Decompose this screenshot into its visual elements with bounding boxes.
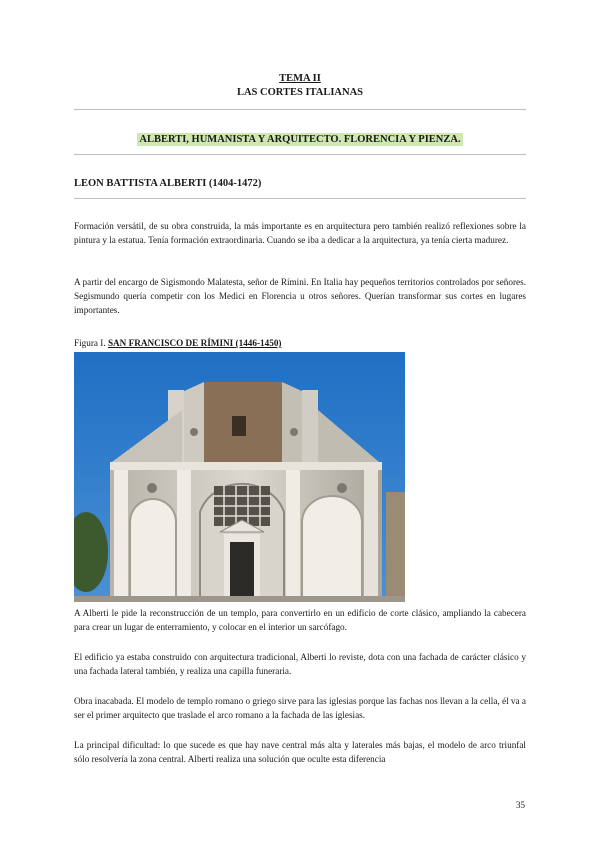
paragraph-obra-inacabada: Obra inacabada. El modelo de templo romano o griego sirve para las iglesias porque las fachas nos llevan a la cella, él va a ser el primer arquitecto que traslade el arco romano a la fachada de las iglesias. [74, 696, 526, 720]
author-heading: LEON BATTISTA ALBERTI (1404-1472) [74, 178, 262, 189]
paragraph-dificultad: La principal dificultad: lo que sucede es que hay nave central más alta y laterales más bajas, el modelo de arco triunfal sólo resolvería la zona central. Alberti realiza una solución que oculte esta diferencia [74, 740, 526, 764]
section-title: ALBERTI, HUMANISTA Y ARQUITECTO. FLORENCIA Y PIENZA. [139, 134, 461, 145]
figure-caption [74, 338, 281, 348]
section-title-row [74, 129, 526, 147]
chapter-subtitle: LAS CORTES ITALIANAS [236, 87, 364, 98]
figure-label: Figura I. [74, 338, 106, 348]
figure-title: SAN FRANCISCO DE RÍMINI (1446-1450) [107, 338, 282, 348]
divider [74, 198, 526, 199]
tema-title: TEMA II [279, 73, 321, 84]
divider [74, 109, 526, 110]
paragraph-edificio: El edificio ya estaba construido con arquitectura tradicional, Alberti lo reviste, dota con una fachada de carácter clásico y una fachada lateral también, y realiza una capilla funeraria. [74, 652, 526, 676]
paragraph-reconstruccion: A Alberti le pide la reconstrucción de un templo, para convertirlo en un edificio de corte clásico, ampliando la cabecera para crear un lugar de enterramiento, y colocar en el interior un sarcófago. [74, 608, 526, 632]
page-number: 35 [516, 800, 525, 810]
divider [74, 154, 526, 155]
tempio-malatestiano-photo [74, 352, 405, 602]
paragraph-formacion: Formación versátil, de su obra construida, la más importante es en arquitectura pero también realizó reflexiones sobre la pintura y la estatua. Tenía formación extraordinaria. Cuando se iba a dedicar a la arquitectura, ya tenía cierta madurez. [74, 221, 526, 245]
paragraph-encargo: A partir del encargo de Sigismondo Malatesta, señor de Rímini. En Italia hay pequeños territorios controlados por señores. Segismundo quería competir con los Medici en Florencia u otros señores. Querían transformar sus cortes en lugares importantes. [74, 277, 526, 315]
